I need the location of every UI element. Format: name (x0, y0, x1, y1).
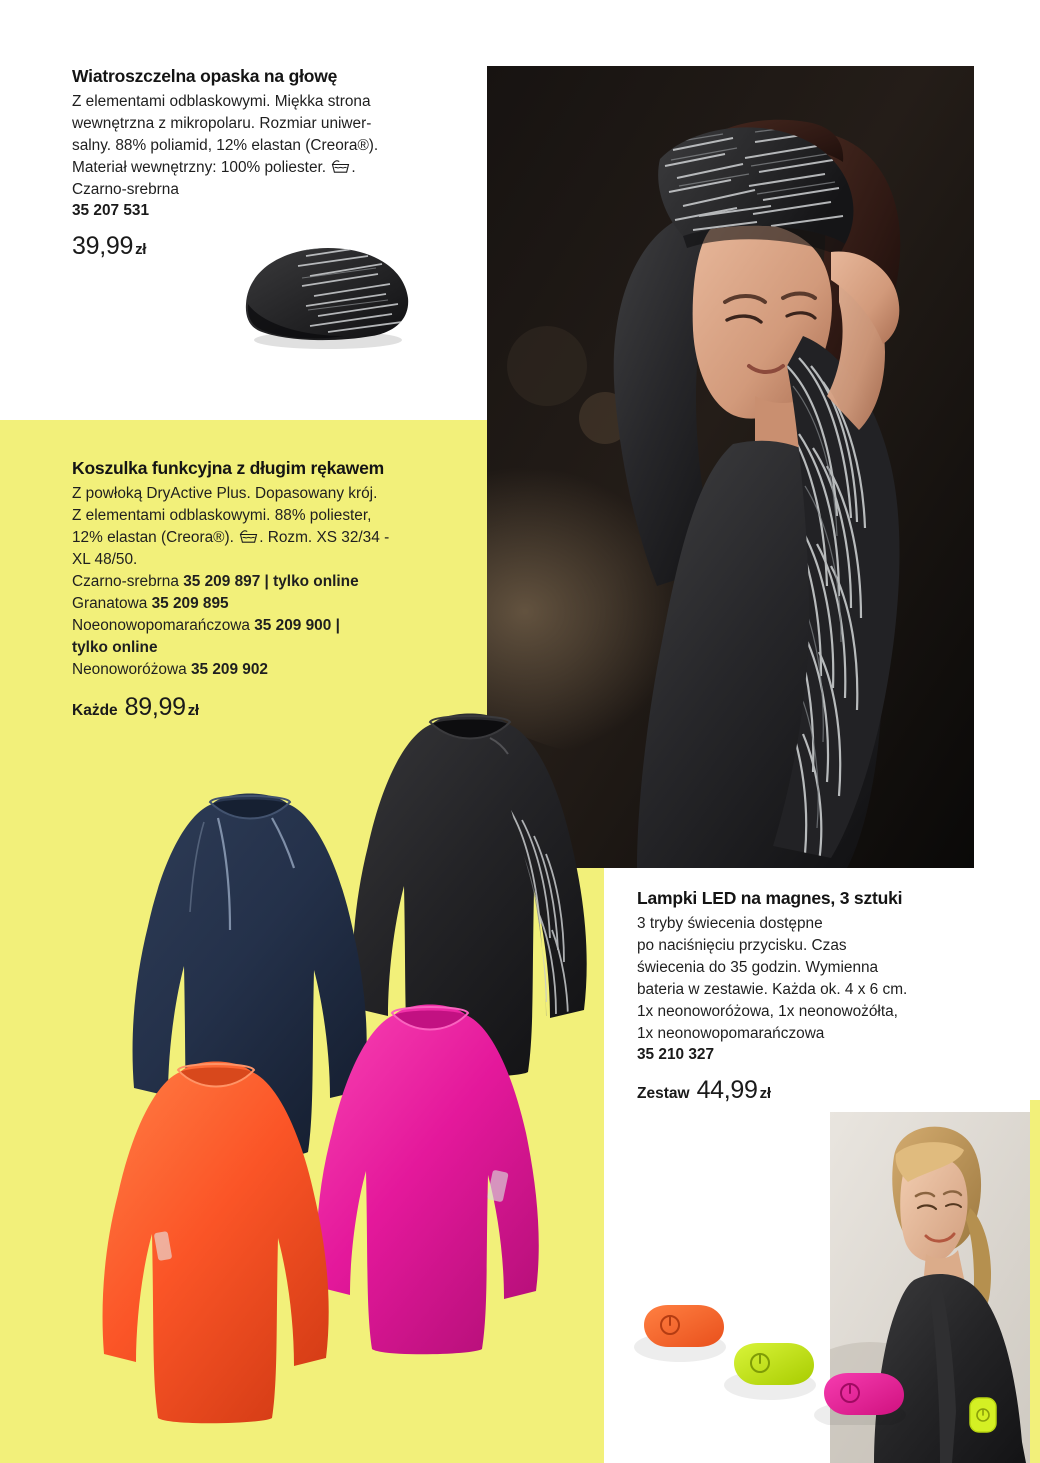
description-line: XL 48/50. (72, 551, 138, 569)
variant-line (72, 615, 492, 637)
description-line: 1x neonoworóżowa, 1x neonowożółta, (637, 1003, 898, 1021)
price-prefix: Każde (72, 702, 118, 720)
price-currency: zł (759, 1085, 771, 1103)
led-light-pink (814, 1373, 906, 1425)
product-description (72, 91, 452, 201)
variant-color: Czarno-srebrna (72, 573, 179, 591)
description-line-color: Czarno-srebrna (72, 181, 179, 199)
product-description (72, 483, 492, 681)
yellow-background-strip (1030, 1100, 1040, 1463)
price-value: 44,99 zł (696, 1076, 771, 1105)
variant-note: | tylko online (264, 573, 359, 591)
variant-line (72, 571, 492, 593)
description-line: Z powłoką DryActive Plus. Dopasowany krój. (72, 485, 378, 502)
description-line-with-icon: Materiał wewnętrzny: 100% poliester. . (72, 159, 356, 177)
headband-product-image (232, 232, 422, 352)
variant-color: Neonoworóżowa (72, 661, 187, 679)
description-line-with-icon: 12% elastan (Creora®). . Rozm. XS 32/34 - (72, 529, 390, 547)
wash-tub-icon (331, 159, 350, 174)
led-light-orange (634, 1305, 726, 1362)
price-value: 89,99 zł (124, 693, 199, 722)
description-line: 1x neonowopomarańczowa (637, 1025, 825, 1043)
variant-color: Granatowa (72, 595, 148, 613)
variant-code: 35 209 900 (254, 617, 332, 635)
price-currency: zł (187, 702, 199, 720)
description-line: po naciśnięciu przycisku. Czas (637, 937, 847, 955)
led-lights-product-image (630, 1275, 910, 1425)
description-line: Z elementami odblaskowymi. 88% poliester, (72, 507, 372, 525)
article-number: 35 210 327 (637, 1046, 715, 1064)
variant-line (72, 637, 492, 659)
price-value: 39,99 zł (72, 232, 147, 261)
led-light-on-jacket (970, 1398, 996, 1432)
variant-note: | (335, 617, 340, 635)
description-line: wewnętrzna z mikropolaru. Rozmiar uniwer- (72, 115, 372, 133)
neon-orange-longsleeve-shirt (72, 1040, 362, 1450)
variant-note-online: tylko online (72, 639, 158, 657)
product-title: Koszulka funkcyjna z długim rękawem (72, 458, 384, 478)
product-shirt (72, 458, 492, 722)
wash-tub-icon (239, 529, 258, 544)
description-line: salny. 88% poliamid, 12% elastan (Creora®). (72, 137, 379, 155)
variant-color: Noeonowopomarańczowa (72, 617, 250, 635)
description-line: Z elementami odblaskowymi. Miękka strona (72, 93, 371, 110)
description-line: bateria w zestawie. Każda ok. 4 x 6 cm. (637, 981, 908, 999)
product-led-lights (637, 888, 987, 1105)
led-light-yellow (724, 1343, 816, 1400)
variant-code: 35 209 895 (151, 595, 229, 613)
variant-code: 35 209 897 (183, 573, 261, 591)
product-title: Lampki LED na magnes, 3 sztuki (637, 888, 903, 908)
article-number: 35 207 531 (72, 202, 150, 220)
price-prefix: Zestaw (637, 1085, 690, 1103)
size-text: . Rozm. XS 32/34 - (259, 529, 390, 547)
variant-line (72, 593, 492, 615)
price-currency: zł (135, 241, 147, 259)
product-title: Wiatroszczelna opaska na głowę (72, 66, 338, 86)
price-row (637, 1076, 987, 1105)
variant-code: 35 209 902 (190, 661, 268, 679)
variant-line (72, 659, 492, 681)
description-line: 3 tryby świecenia dostępne (637, 915, 823, 932)
product-description (637, 913, 987, 1045)
description-line: świecenia do 35 godzin. Wymienna (637, 959, 879, 977)
